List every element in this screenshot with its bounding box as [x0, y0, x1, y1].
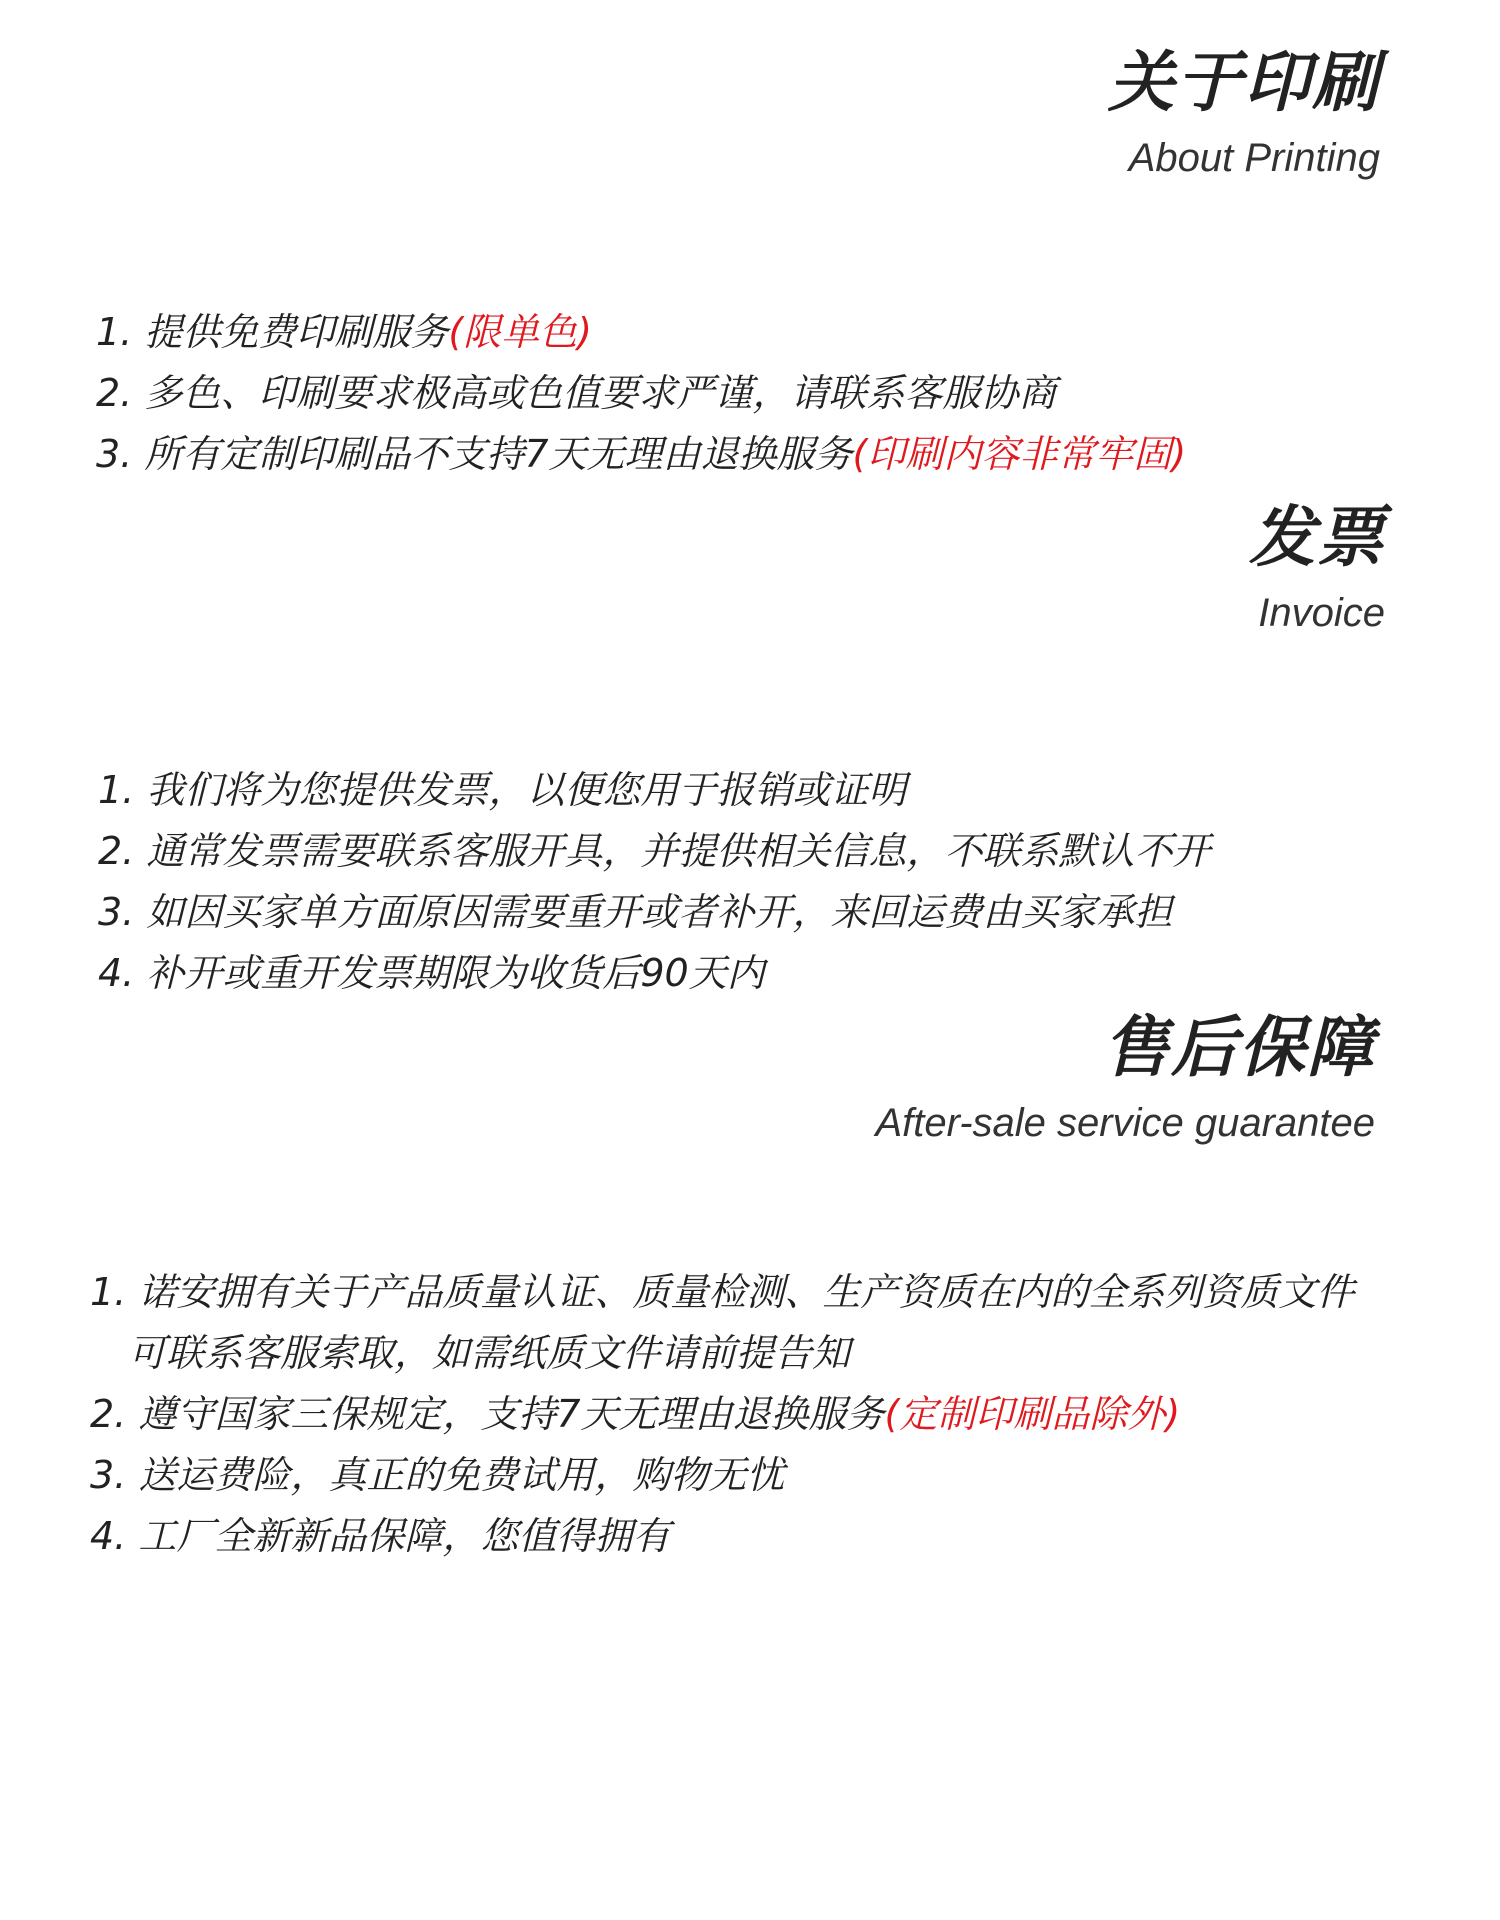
aftersale-item-1 [90, 1262, 1354, 1384]
printing-title-en: About Printing [1128, 136, 1380, 180]
printing-item-1 [96, 302, 1186, 363]
printing-item-1-text: 1. 提供免费印刷服务 [96, 310, 449, 354]
aftersale-title-en: After-sale service guarantee [875, 1101, 1375, 1145]
aftersale-item-2 [90, 1384, 1354, 1445]
invoice-item-1: 1. 我们将为您提供发票，以便您用于报销或证明 [98, 768, 907, 812]
invoice-item-2: 2. 通常发票需要联系客服开具，并提供相关信息，不联系默认不开 [98, 829, 1211, 873]
printing-item-2-text: 2. 多色、印刷要求极高或色值要求严谨，请联系客服协商 [96, 371, 1057, 415]
printing-list [96, 302, 1186, 485]
aftersale-heading [875, 1009, 1375, 1145]
aftersale-item-1-continuation: 可联系客服索取，如需纸质文件请前提告知 [128, 1331, 851, 1375]
aftersale-item-4: 4. 工厂全新新品保障，您值得拥有 [90, 1514, 671, 1558]
invoice-item-3: 3. 如因买家单方面原因需要重开或者补开，来回运费由买家承担 [98, 890, 1173, 934]
printing-item-1-highlight: (限单色) [448, 310, 592, 354]
printing-heading [1108, 44, 1380, 180]
aftersale-item-2-text: 2. 遵守国家三保规定，支持7天无理由退换服务 [90, 1392, 885, 1436]
aftersale-item-3: 3. 送运费险，真正的免费试用，购物无忧 [90, 1453, 785, 1497]
aftersale-list [90, 1262, 1354, 1567]
invoice-heading [1249, 499, 1385, 635]
printing-item-3-highlight: (印刷内容非常牢固) [852, 432, 1187, 476]
printing-item-3 [96, 424, 1186, 485]
aftersale-item-1-text: 1. 诺安拥有关于产品质量认证、质量检测、生产资质在内的全系列资质文件 [90, 1270, 1355, 1314]
printing-title-cn: 关于印刷 [1108, 44, 1380, 121]
aftersale-item-2-highlight: (定制印刷品除外) [884, 1392, 1181, 1436]
invoice-title-cn: 发票 [1249, 499, 1385, 576]
printing-item-3-text: 3. 所有定制印刷品不支持7天无理由退换服务 [96, 432, 853, 476]
aftersale-title-cn: 售后保障 [1103, 1009, 1375, 1086]
invoice-item-4: 4. 补开或重开发票期限为收货后90天内 [98, 951, 765, 995]
invoice-title-en: Invoice [1258, 591, 1385, 635]
invoice-list [98, 760, 1210, 1004]
printing-item-2 [96, 363, 1186, 424]
